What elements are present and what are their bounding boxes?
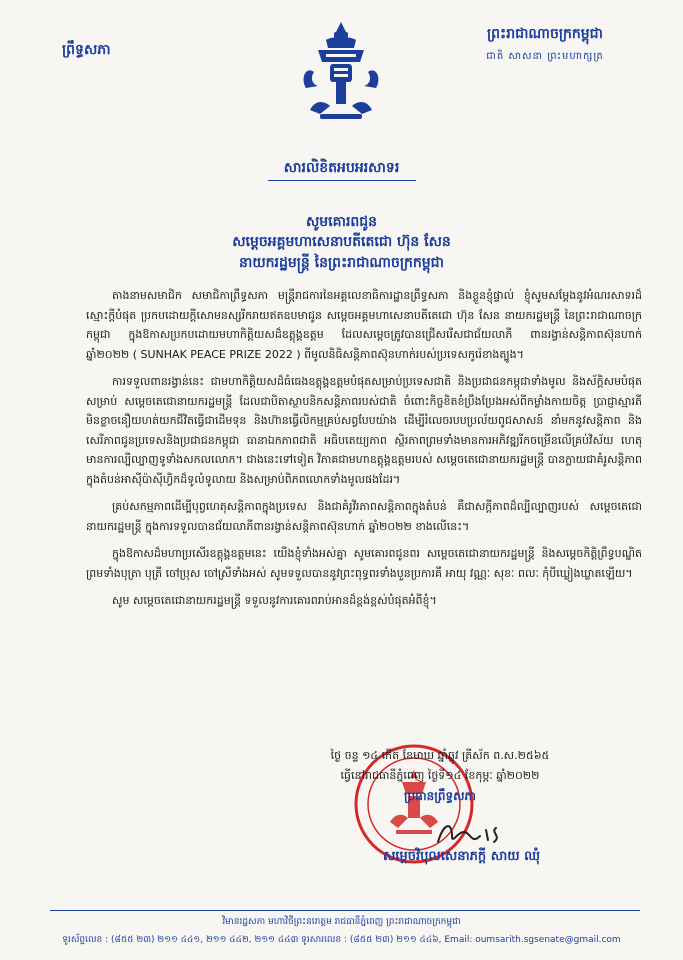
national-motto: ជាតិ សាសនា ព្រះមហាក្សត្រ xyxy=(486,51,604,62)
paragraph: តាងនាមសមាជិក សមាជិកាព្រឹទ្ធសភា មន្ត្រីរាជការនៃអគ្គលេខាធិការដ្ឋានព្រឹទ្ធសភា និងខ្លួនខ្ញុំផ្ទាល់ ខ្ញុំសូមសម្តែងនូវអំណរសាទរដ៏ស្មោះក្តីបំផុត ប្រកបដោយក្តីសោមនស្សរីករាយឥតឧបមាជូន សម្តេចអគ្គមហាសេនាបតីតេជោ ហ៊ុន សែន នាយករដ្ឋមន្ត្រី នៃព្រះរាជាណាចក្រកម្ពុជា ក្នុងឱកាសប្រកបដោយមហាកិត្តិយសដ៏ឧត្តុង្គឧត្តម ដែលសម្តេចត្រូវបានជ្រើសរើសជាជ័យលាភី ពានរង្វាន់សន្តិភាពស៊ុនហាក់ ឆ្នាំ២០២២ ( SUNHAK PEACE PRIZE 2022 ) ពីមូលនិធិសន្តិភាពស៊ុនហាក់របស់ប្រទេសកូរ៉េខាងត្បូង។ xyxy=(86,289,642,361)
kingdom-header xyxy=(445,24,645,64)
date-block xyxy=(240,746,640,806)
letter-body xyxy=(86,286,642,619)
paragraph: គ្រប់សកម្មភាពដើម្បីបុព្វហេតុសន្តិភាពក្នុងប្រទេស និងជាគំរូវីរភាពសន្តិភាពក្នុងតំបន់ គឺជាសក្តីភាពដ៏ល្បីល្បាញរបស់ សម្តេចតេជោនាយករដ្ឋមន្ត្រី ក្នុងការទទួលបានជ័យលាភីពានរង្វាន់សន្តិភាពស៊ុនហាក់ ឆ្នាំ២០២២ ខាងលើនេះ។ xyxy=(86,500,642,533)
paragraph: សូម សម្តេចតេជោនាយករដ្ឋមន្ត្រី ទទួលនូវការគោរពរាប់អានដ៏ខ្ពង់ខ្ពស់បំផុតអំពីខ្ញុំ។ xyxy=(112,594,437,607)
institution-name: ព្រឹទ្ធសភា xyxy=(62,42,111,58)
footer-divider xyxy=(50,910,640,911)
paragraph: ការទទួលពានរង្វាន់នេះ ជាមហាកិត្តិយសដ៏ធំធេងឧត្តុង្គឧត្តមបំផុតសម្រាប់ប្រទេសជាតិ និងប្រជាជនកម្ពុជាទាំងមូល និងស័ក្តិសមបំផុតសម្រាប់ សម្តេចតេជោនាយករដ្ឋមន្ត្រី ដែលជាបិតាស្ថាបនិកសន្តិភាពរបស់ជាតិ ចំពោះកិច្ចខិតខំប្រឹងប្រែងអស់ពីកម្លាំងកាយចិត្ត ប្រាជ្ញាស្មារតី មិនខ្លាចនឿយហត់យកជីវិតធ្វើជាដើមទុន និងហ៊ានធ្វើលិកម្មគ្រប់សព្វបែបយ៉ាង ដើម្បីរំលេចរបបប្រល័យពូជសាសន៍ នាំមកនូវសន្តិភាព និងសេរីភាពជូនប្រទេសនិងប្រជាជនកម្ពុជា ធានាឯកភាពជាតិ អធិបតេយ្យភាព ស្ថិរភាពព្រមទាំងមានការអភិវឌ្ឍរីកចម្រើនលើគ្រប់វិស័យ ហេតុមានការល្បីល្បាញទូទាំងសកលលោក។ ជាងនេះទៅទៀត វិភាគជាមហាឧត្តុង្គឧត្តមរបស់ សម្តេចតេជោនាយករដ្ឋមន្ត្រី បានក្លាយជាគំរូសន្តិភាពក្នុងតំបន់អាស៊ីប៉ាស៊ីហ្វិកដ៏ទូលំទូលាយ និងសម្រាប់ពិភពលោកទាំងមូលផងដែរ។ xyxy=(86,375,642,486)
handwritten-signature-icon xyxy=(430,816,530,852)
kingdom-name: ព្រះរាជាណាចក្រកម្ពុជា xyxy=(486,26,603,42)
title-underline xyxy=(268,180,416,181)
recipient-position: នាយករដ្ឋមន្ត្រី នៃព្រះរាជាណាចក្រកម្ពុជា xyxy=(238,255,445,271)
signer-name: សម្តេចវិបុលសេនាភក្តី សាយ ឈុំ xyxy=(383,849,540,864)
royal-emblem-icon xyxy=(296,18,386,128)
lunar-date: ថ្ងៃ ចន្ទ ១៤ កើត ខែមាឃ ឆ្នាំឆ្លូវ ត្រីស័ក ព.ស.២៥៦៥ xyxy=(330,749,550,762)
footer-address: វិមានរដ្ឋសភា មហាវិថីព្រះនរោត្តម រាជធានីភ្នំពេញ ព្រះរាជាណាចក្រកម្ពុជា xyxy=(222,917,461,927)
footer-contact: ទូរស័ព្ទលេខ : (៨៥៥ ២៣) ២១១ ៤៤១, ២១១ ៤៤២, ២១១ ៤៤៣ ទូរសារលេខ : (៨៥៥ ២៣) ២១១ ៤៤៦, Email: oumsarith.sgsenate@gmail.com xyxy=(62,935,621,945)
solar-date: ធ្វើនៅរាជធានីភ្នំពេញ ថ្ងៃទី១៤ ខែកុម្ភៈ ឆ្នាំ២០២២ xyxy=(340,769,540,782)
letter-title: សារលិខិតអបអរសាទរ xyxy=(283,160,400,176)
recipient-salutation: សូមគោរពជូន xyxy=(305,214,378,230)
paragraph: ក្នុងឱកាសដ៏មហាប្រសើរឧត្តុង្គឧត្តមនេះ យើងខ្ញុំទាំងអស់គ្នា សូមគោរពជូនពរ សម្តេចតេជោនាយករដ្ឋមន្ត្រី និងសម្តេចកិត្តិព្រឹទ្ធបណ្ឌិត ព្រមទាំងបុត្រា បុត្រី ចៅប្រុស ចៅស្រីទាំងអស់ សូមទទួលបាននូវព្រះពុទ្ធពរទាំងបួនប្រការគឺ អាយុ វណ្ណៈ សុខៈ ពលៈ កុំបីឃ្លៀងឃ្លាតឡើយ។ xyxy=(86,547,642,580)
signatory-title: ប្រធានព្រឹទ្ធសភា xyxy=(404,789,476,803)
recipient-name: សម្តេចអគ្គមហាសេនាបតីតេជោ ហ៊ុន សែន xyxy=(232,234,451,250)
